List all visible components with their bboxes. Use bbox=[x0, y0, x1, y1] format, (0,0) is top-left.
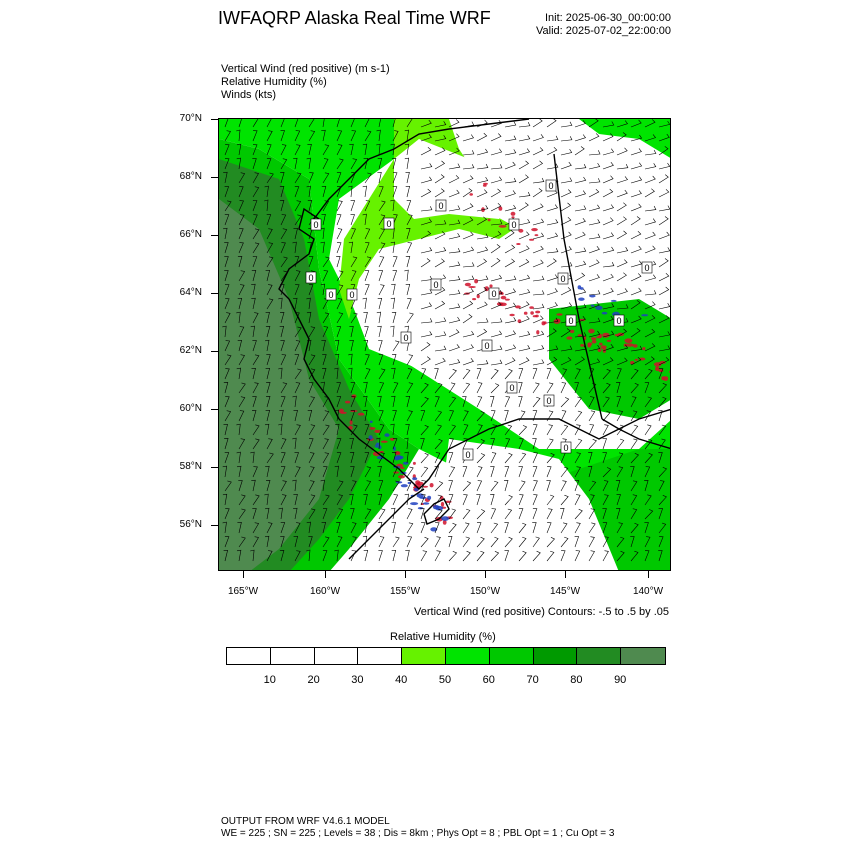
footer-model: OUTPUT FROM WRF V4.6.1 MODEL bbox=[221, 816, 390, 827]
vertical-wind-cell bbox=[374, 430, 380, 433]
contour-label bbox=[347, 289, 357, 300]
lon-tick bbox=[565, 571, 566, 578]
vertical-wind-cell bbox=[599, 343, 603, 346]
vertical-wind-cell bbox=[509, 314, 514, 316]
valid-time: Valid: 2025-07-02_22:00:00 bbox=[536, 25, 671, 37]
contour-label bbox=[311, 219, 321, 230]
vertical-wind-cell bbox=[433, 505, 440, 509]
map-panel bbox=[218, 118, 671, 571]
vertical-wind-cell bbox=[413, 462, 416, 465]
lat-tick bbox=[211, 293, 218, 294]
lon-label-150: 150°W bbox=[469, 586, 501, 597]
colorbar-swatch bbox=[621, 648, 665, 664]
vertical-wind-cell bbox=[401, 484, 408, 487]
lat-tick bbox=[211, 351, 218, 352]
vertical-wind-cell bbox=[381, 441, 388, 443]
vertical-wind-cell bbox=[633, 344, 638, 348]
vertical-wind-cell bbox=[499, 225, 507, 228]
vertical-wind-cell bbox=[597, 336, 602, 338]
vertical-wind-cell bbox=[469, 193, 473, 196]
vertical-wind-cell bbox=[515, 305, 521, 308]
lat-label-70: 70°N bbox=[179, 113, 202, 124]
svg-text:0: 0 bbox=[644, 263, 650, 273]
vertical-wind-cell bbox=[390, 438, 395, 441]
colorbar-tick-label: 20 bbox=[307, 674, 320, 686]
contour-label bbox=[566, 315, 576, 326]
vertical-wind-cell bbox=[427, 496, 431, 500]
contour-label bbox=[384, 218, 394, 229]
lat-label-60: 60°N bbox=[179, 403, 202, 414]
vertical-wind-cell bbox=[501, 296, 507, 300]
vertical-wind-cell bbox=[556, 313, 562, 316]
contour-label bbox=[401, 332, 411, 343]
vertical-wind-cell bbox=[570, 330, 574, 333]
vertical-wind-cell bbox=[483, 183, 488, 185]
lon-label-155: 155°W bbox=[389, 586, 421, 597]
vertical-wind-cell bbox=[566, 336, 572, 339]
colorbar-tick-label: 30 bbox=[351, 674, 364, 686]
svg-text:0: 0 bbox=[438, 201, 444, 211]
lon-label-145: 145°W bbox=[549, 586, 581, 597]
vertical-wind-cell bbox=[400, 467, 404, 469]
colorbar-swatch bbox=[358, 648, 402, 664]
contour-label bbox=[558, 273, 568, 284]
vertical-wind-cell bbox=[591, 305, 595, 307]
vertical-wind-cell bbox=[441, 516, 449, 521]
lat-tick bbox=[211, 409, 218, 410]
vertical-wind-cell bbox=[529, 306, 534, 309]
contour-label bbox=[463, 449, 473, 460]
colorbar-tick-label: 90 bbox=[614, 674, 627, 686]
vertical-wind-cell bbox=[531, 228, 538, 231]
field-vertical-wind: Vertical Wind (red positive) (m s-1) bbox=[221, 63, 390, 75]
vertical-wind-cell bbox=[393, 471, 399, 473]
vertical-wind-cell bbox=[489, 284, 492, 287]
vertical-wind-cell bbox=[358, 413, 365, 416]
vertical-wind-cell bbox=[588, 329, 594, 334]
vertical-wind-cell bbox=[423, 502, 429, 505]
contour-label bbox=[306, 272, 316, 283]
svg-text:0: 0 bbox=[509, 383, 515, 393]
lat-label-64: 64°N bbox=[179, 287, 202, 298]
vertical-wind-cell bbox=[505, 299, 510, 301]
lon-tick bbox=[485, 571, 486, 578]
contour-label bbox=[614, 315, 624, 326]
colorbar-tick-label: 40 bbox=[395, 674, 408, 686]
svg-text:0: 0 bbox=[560, 274, 566, 284]
lat-tick bbox=[211, 525, 218, 526]
contour-label bbox=[482, 340, 492, 351]
vertical-wind-cell bbox=[536, 330, 539, 334]
contour-label bbox=[561, 442, 571, 453]
colorbar-swatch bbox=[315, 648, 359, 664]
vertical-wind-cell bbox=[410, 502, 418, 505]
vertical-wind-cell bbox=[611, 300, 617, 302]
vertical-wind-cell bbox=[430, 483, 434, 487]
vertical-wind-cell bbox=[516, 243, 520, 245]
svg-text:0: 0 bbox=[433, 280, 439, 290]
field-relative-humidity: Relative Humidity (%) bbox=[221, 76, 327, 88]
vertical-wind-cell bbox=[352, 394, 357, 398]
vertical-wind-cell bbox=[530, 311, 534, 314]
svg-text:0: 0 bbox=[484, 341, 490, 351]
lat-label-66: 66°N bbox=[179, 229, 202, 240]
vertical-wind-cell bbox=[635, 359, 638, 361]
colorbar-tick-label: 10 bbox=[263, 674, 276, 686]
lat-label-68: 68°N bbox=[179, 171, 202, 182]
vertical-wind-cell bbox=[642, 347, 645, 350]
vertical-wind-cell bbox=[535, 234, 539, 236]
vertical-wind-cell bbox=[412, 477, 417, 480]
vertical-wind-cell bbox=[578, 298, 584, 301]
lat-label-62: 62°N bbox=[179, 345, 202, 356]
vertical-wind-cell bbox=[587, 342, 592, 345]
vertical-wind-cell bbox=[580, 344, 584, 347]
legend-title: Relative Humidity (%) bbox=[390, 631, 496, 643]
colorbar-tick-label: 80 bbox=[570, 674, 583, 686]
svg-text:0: 0 bbox=[465, 450, 471, 460]
lon-tick bbox=[325, 571, 326, 578]
vertical-wind-cell bbox=[417, 493, 424, 497]
vertical-wind-cell bbox=[661, 376, 665, 380]
lat-tick bbox=[211, 177, 218, 178]
vertical-wind-cell bbox=[625, 338, 633, 343]
footer-config: WE = 225 ; SN = 225 ; Levels = 38 ; Dis = 8km ; Phys Opt = 8 ; PBL Opt = 1 ; Cu Opt = 3 bbox=[221, 828, 615, 839]
vertical-wind-cell bbox=[472, 298, 476, 300]
vertical-wind-cell bbox=[602, 312, 608, 315]
contour-label bbox=[326, 289, 336, 300]
svg-text:0: 0 bbox=[491, 289, 497, 299]
colorbar-swatch bbox=[534, 648, 578, 664]
lon-label-160: 160°W bbox=[309, 586, 341, 597]
svg-text:0: 0 bbox=[563, 443, 569, 453]
vertical-wind-cell bbox=[398, 456, 404, 459]
vertical-wind-cell bbox=[345, 401, 350, 404]
colorbar-tick-label: 60 bbox=[482, 674, 495, 686]
contour-label bbox=[546, 180, 556, 191]
colorbar-swatch bbox=[577, 648, 621, 664]
vertical-wind-cell bbox=[384, 433, 389, 437]
field-winds: Winds (kts) bbox=[221, 89, 276, 101]
vertical-wind-cell bbox=[607, 340, 611, 342]
init-time: Init: 2025-06-30_00:00:00 bbox=[545, 12, 671, 24]
colorbar-swatch bbox=[227, 648, 271, 664]
svg-text:0: 0 bbox=[349, 290, 355, 300]
svg-text:0: 0 bbox=[511, 220, 517, 230]
lat-label-56: 56°N bbox=[179, 519, 202, 530]
vertical-wind-cell bbox=[533, 315, 537, 317]
colorbar-swatch bbox=[402, 648, 446, 664]
svg-text:0: 0 bbox=[403, 333, 409, 343]
svg-text:0: 0 bbox=[616, 316, 622, 326]
contour-label bbox=[489, 288, 499, 299]
vertical-wind-cell bbox=[403, 462, 409, 465]
vertical-wind-cell bbox=[592, 340, 597, 344]
vertical-wind-cell bbox=[543, 321, 546, 324]
svg-text:0: 0 bbox=[313, 220, 319, 230]
vertical-wind-cell bbox=[511, 212, 516, 216]
contour-label bbox=[544, 395, 554, 406]
lon-tick bbox=[405, 571, 406, 578]
vertical-wind-cell bbox=[580, 287, 584, 290]
vertical-wind-cell bbox=[398, 475, 405, 478]
contour-label bbox=[436, 200, 446, 211]
rh-fill bbox=[219, 119, 671, 571]
contour-label bbox=[507, 382, 517, 393]
vertical-wind-cell bbox=[370, 421, 373, 424]
lat-tick bbox=[211, 119, 218, 120]
svg-text:0: 0 bbox=[548, 181, 554, 191]
colorbar-swatch bbox=[490, 648, 534, 664]
colorbar-tick-label: 50 bbox=[438, 674, 452, 686]
vertical-wind-cell bbox=[601, 345, 607, 349]
vertical-wind-cell bbox=[339, 409, 344, 414]
vertical-wind-cell bbox=[415, 480, 420, 484]
contour-note: Vertical Wind (red positive) Contours: -.5 to .5 by .05 bbox=[414, 606, 669, 618]
map-canvas bbox=[219, 119, 671, 571]
colorbar-swatch bbox=[446, 648, 490, 664]
vertical-wind-cell bbox=[441, 502, 444, 507]
map-title: IWFAQRP Alaska Real Time WRF bbox=[218, 8, 491, 28]
svg-text:0: 0 bbox=[308, 273, 314, 283]
vertical-wind-cell bbox=[465, 283, 471, 287]
lat-tick bbox=[211, 467, 218, 468]
lon-label-165: 165°W bbox=[227, 586, 259, 597]
svg-text:0: 0 bbox=[568, 316, 574, 326]
contour-label bbox=[431, 279, 441, 290]
vertical-wind-cell bbox=[655, 366, 659, 371]
vertical-wind-cell bbox=[369, 427, 375, 430]
lon-tick bbox=[243, 571, 244, 578]
vertical-wind-cell bbox=[468, 286, 476, 288]
svg-text:0: 0 bbox=[386, 219, 392, 229]
colorbar-swatch bbox=[271, 648, 315, 664]
contour-label bbox=[509, 219, 519, 230]
svg-text:0: 0 bbox=[546, 396, 552, 406]
rh-colorbar bbox=[226, 647, 666, 665]
colorbar-tick-label: 70 bbox=[526, 674, 539, 686]
vertical-wind-cell bbox=[524, 312, 528, 315]
lat-tick bbox=[211, 235, 218, 236]
vertical-wind-cell bbox=[418, 507, 424, 509]
lat-label-58: 58°N bbox=[179, 461, 202, 472]
svg-text:0: 0 bbox=[328, 290, 334, 300]
vertical-wind-cell bbox=[535, 311, 540, 314]
contour-label bbox=[642, 262, 652, 273]
vertical-wind-cell bbox=[591, 337, 597, 340]
vertical-wind-cell bbox=[350, 410, 358, 412]
vertical-wind-cell bbox=[641, 314, 648, 316]
vertical-wind-cell bbox=[488, 219, 491, 222]
lon-label-140: 140°W bbox=[632, 586, 664, 597]
lon-tick bbox=[648, 571, 649, 578]
